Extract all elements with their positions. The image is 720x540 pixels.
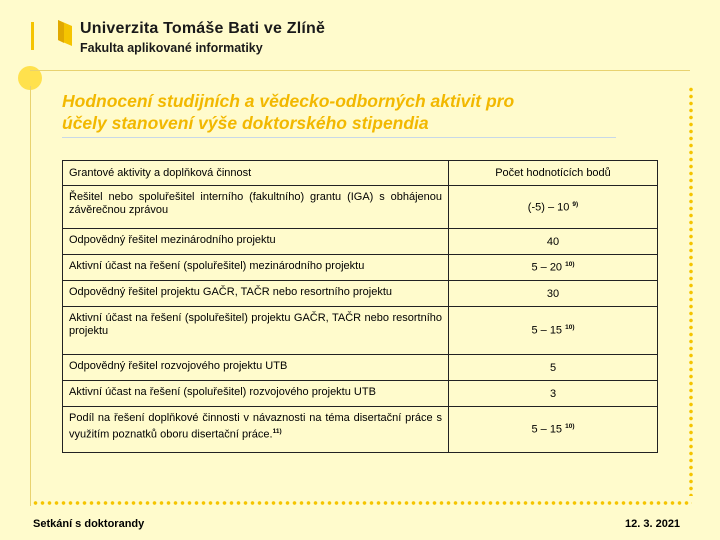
- frame-bottom-dots: [32, 500, 692, 506]
- faculty-name: Fakulta aplikované informatiky: [80, 41, 263, 55]
- table-row: [63, 255, 658, 281]
- activity-cell: Aktivní účast na řešení (spoluřešitel) projektu GAČR, TAČR nebo resortního projektu: [63, 307, 449, 355]
- activity-cell: Řešitel nebo spoluřešitel interního (fakultního) grantu (IGA) s obhájenou závěrečnou zprávou: [63, 186, 449, 229]
- table-row: [63, 186, 658, 229]
- frame-top-line: [30, 70, 690, 71]
- points-cell: 5: [449, 355, 658, 381]
- points-cell: 30: [449, 281, 658, 307]
- slide-title-line1: Hodnocení studijních a vědecko-odborných aktivit pro: [62, 91, 515, 111]
- footer-date: 12. 3. 2021: [625, 518, 681, 530]
- table-header-row: [63, 161, 658, 186]
- activity-cell: Odpovědný řešitel mezinárodního projektu: [63, 229, 449, 255]
- table-row: [63, 229, 658, 255]
- table-row: [63, 407, 658, 453]
- utb-logo-icon: [58, 20, 72, 46]
- slide-title-line2: účely stanovení výše doktorského stipendia: [62, 113, 429, 133]
- title-underline: [62, 137, 616, 138]
- accent-bar: [31, 22, 34, 50]
- activity-cell: Podíl na řešení doplňkové činnosti v návaznosti na téma disertační práce s využitím poznatků oboru disertační práce.$^{11)}$: [63, 407, 449, 453]
- points-cell: 5 – 15 $^{10)}$: [449, 407, 658, 453]
- points-table: [62, 160, 658, 453]
- university-name: Univerzita Tomáše Bati ve Zlíně: [80, 20, 326, 37]
- frame-left-line: [30, 86, 31, 506]
- activity-cell: Odpovědný řešitel rozvojového projektu UTB: [63, 355, 449, 381]
- points-cell: (-5) – 10 $^{9)}$: [449, 186, 658, 229]
- points-cell: 5 – 15 $^{10)}$: [449, 307, 658, 355]
- table-row: [63, 307, 658, 355]
- header-points: Počet hodnotících bodů: [449, 161, 658, 186]
- table-row: [63, 381, 658, 407]
- header-activities: Grantové aktivity a doplňková činnost: [63, 161, 449, 186]
- activity-cell: Odpovědný řešitel projektu GAČR, TAČR nebo resortního projektu: [63, 281, 449, 307]
- slide-title: [62, 90, 662, 134]
- table-row: [63, 281, 658, 307]
- frame-right-dots: [688, 86, 694, 496]
- points-cell: 5 – 20 $^{10)}$: [449, 255, 658, 281]
- points-cell: 40: [449, 229, 658, 255]
- table-row: [63, 355, 658, 381]
- points-cell: 3: [449, 381, 658, 407]
- footer-event: Setkání s doktorandy: [33, 518, 145, 530]
- activity-cell: Aktivní účast na řešení (spoluřešitel) rozvojového projektu UTB: [63, 381, 449, 407]
- activity-cell: Aktivní účast na řešení (spoluřešitel) mezinárodního projektu: [63, 255, 449, 281]
